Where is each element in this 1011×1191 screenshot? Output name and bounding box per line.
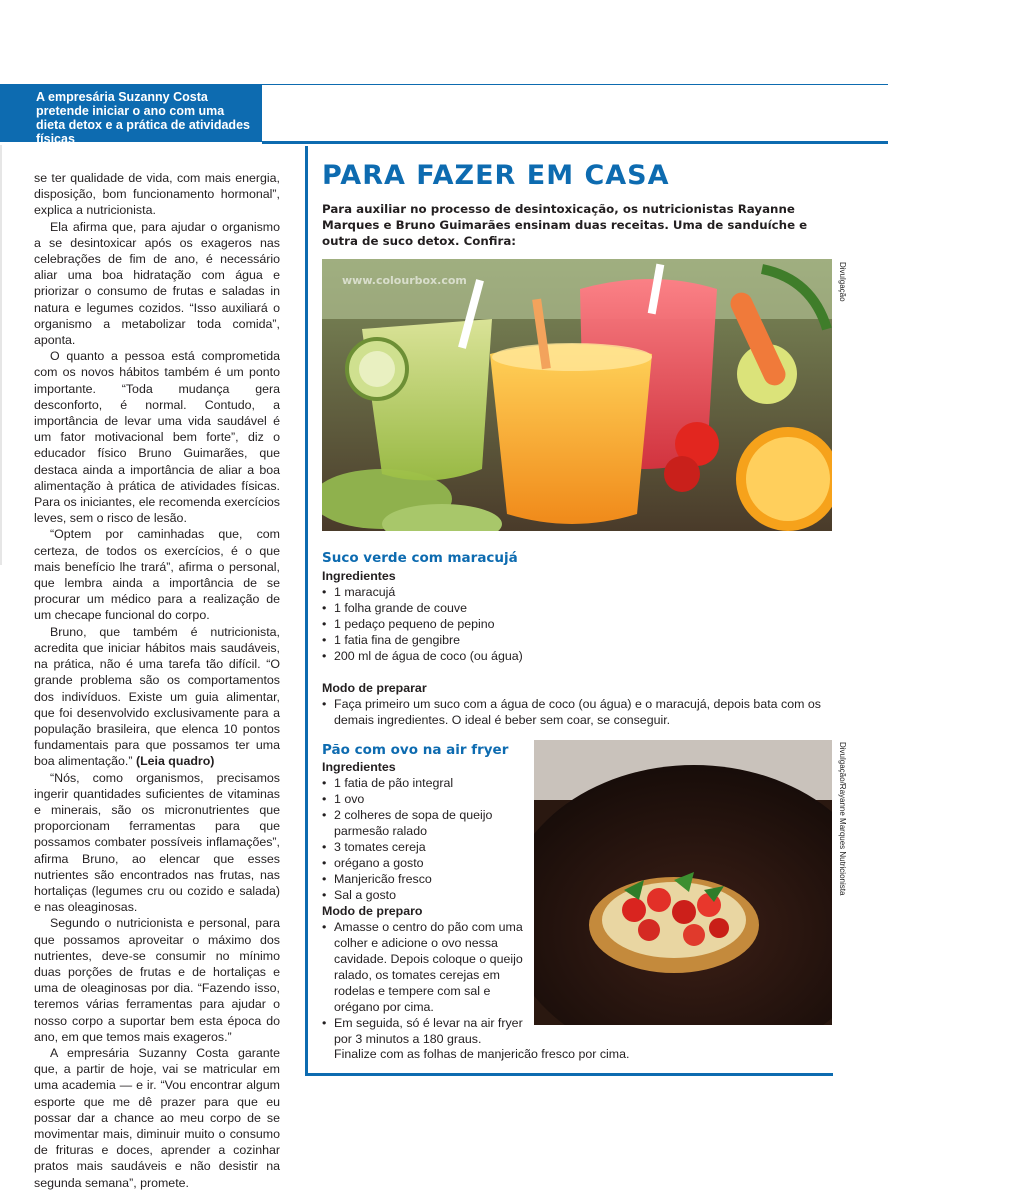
recipe1-ingredients: [322, 568, 832, 664]
paragraph: O quanto a pessoa está comprometida com os novos hábitos também é um ponto importante. “Toda mudança gera desconforto, é normal. Contudo, a importância de levar uma vida saudável é um fator motivacional bem forte”, diz o educador físico Bruno Guimarães, que destaca ainda a importância de aliar a boa alimentação à prática de atividades físicas. Para os iniciantes, ele recomenda exercícios leves, sem o risco de lesão.: [34, 349, 280, 526]
list-item: • Manjericão fresco: [322, 871, 532, 887]
list-item: • 1 fatia fina de gengibre: [322, 632, 832, 648]
list-item: • orégano a gosto: [322, 855, 532, 871]
paragraph: Ela afirma que, para ajudar o organismo a se desintoxicar após os exageros nas celebrações de fim de ano, é necessário aliar uma boa hidratação com água e priorizar o consumo de frutas e saladas in natura e legumes cozidos. “Isso auxiliará o organismo a metabolizar toda comida”, aponta.: [34, 219, 280, 348]
juice-illustration: [322, 259, 832, 531]
caption-rule: [262, 141, 888, 144]
recipe2-title: Pão com ovo na air fryer: [322, 742, 509, 758]
list-item: • 1 folha grande de couve: [322, 600, 832, 616]
ingredients-label: Ingredientes: [322, 569, 396, 583]
paragraph: A empresária Suzanny Costa garante que, a partir de hoje, vai se matricular em uma academia — e ir. “Vou encontrar algum esporte que me dê prazer para que eu possar dar a chance ao meu corpo de se movimentar mais, diminuir muito o consumo de frituras e doces, aprender a cozinhar pratos mais saudáveis e não desistir na segunda semana”, promete.: [34, 1045, 280, 1190]
box-title: PARA FAZER EM CASA: [322, 160, 670, 191]
list-item: • 3 tomates cereja: [322, 839, 532, 855]
box-intro: Para auxiliar no processo de desintoxicação, os nutricionistas Rayanne Marques e Bruno Guimarães ensinam duas receitas. Uma de sanduíche e outra de suco detox. Confira:: [322, 202, 808, 248]
list-item: • Em seguida, só é levar na air fryer por 3 minutos a 180 graus.: [322, 1015, 532, 1047]
list-item: • Sal a gosto: [322, 887, 532, 903]
article-column: [34, 170, 280, 1191]
list-item: • Amasse o centro do pão com uma colher e adicione o ovo nessa cavidade. Depois coloque o queijo ralado, os tomates cerejas em rodelas e tempere com sal e orégano por cima.: [322, 919, 532, 1015]
paragraph: [34, 624, 280, 770]
recipe1-title: Suco verde com maracujá: [322, 550, 518, 566]
page-edge: [0, 145, 2, 565]
box-left-rule: [305, 146, 308, 1076]
paragraph-text: Bruno, que também é nutricionista, acredita que iniciar hábitos mais saudáveis, na prática, não é uma tarefa tão difícil. “O grande problema são os comportamentos dos indivíduos. Existe um guia alimentar, que foi desenvolvido exclusivamente para a população brasileira, que elenca 10 pontos fundamentais para que possamos ter uma boa alimentação.”: [34, 624, 280, 769]
recipe2-content: [322, 759, 532, 1047]
photo-credit: Divulgação/Rayanne Marques Nutricionista: [838, 742, 847, 896]
toast-photo: [534, 740, 832, 1025]
recipe1-method: [322, 680, 832, 728]
juice-photo: [322, 259, 832, 531]
method-list: [322, 919, 532, 1047]
toast-illustration: [534, 740, 832, 1025]
list-item: • 1 ovo: [322, 791, 532, 807]
list-item: • 1 maracujá: [322, 584, 832, 600]
list-item: • 2 colheres de sopa de queijo parmesão ralado: [322, 807, 532, 839]
paragraph: “Nós, como organismos, precisamos ingerir quantidades suficientes de vitaminas e minerais, são os micronutrientes que proporcionam ferramentas para que possamos combater possíveis inflamações”, afirma Bruno, ao elencar que esses nutrientes são encontrados nas frutas, nas hortaliças (legumes cru ou cozido e salada) e nas oleaginosas.: [34, 770, 280, 915]
ingredients-list: [322, 584, 832, 664]
photo-caption: A empresária Suzanny Costa pretende iniciar o ano com uma dieta detox e a prática de atividades físicas: [0, 84, 262, 142]
method-label: Modo de preparar: [322, 681, 427, 695]
box-bottom-rule: [305, 1073, 833, 1076]
paragraph: “Optem por caminhadas que, com certeza, de todos os exercícios, é o que mais benefício lhe trará”, afirma o personal, que lembra ainda a importância de se procurar um médico para a realização de um checape funcional do corpo.: [34, 527, 280, 623]
watermark-text: www.colourbox.com: [342, 274, 467, 287]
list-item: • 1 fatia de pão integral: [322, 775, 532, 791]
list-item: • 1 pedaço pequeno de pepino: [322, 616, 832, 632]
method-list: [322, 696, 832, 728]
paragraph: Segundo o nutricionista e personal, para que possamos aproveitar o máximo dos nutrientes, deve-se consumir no mínimo duas porções de frutas e de hortaliças e uma de oleaginosas por dia. “Fazendo isso, teremos várias ferramentas para ajudar o nosso corpo a suportar bem esta época do ano, em que temos mais exageros.”: [34, 916, 280, 1044]
box-reference: (Leia quadro): [132, 754, 215, 769]
paragraph: se ter qualidade de vida, com mais energia, disposição, bom funcionamento hormonal”, explica a nutricionista.: [34, 171, 280, 218]
ingredients-list: [322, 775, 532, 903]
photo-credit: Divulgação: [838, 262, 847, 302]
method-label: Modo de preparo: [322, 904, 423, 918]
method-continuation: Finalize com as folhas de manjericão fresco por cima.: [334, 1047, 630, 1061]
list-item: • Faça primeiro um suco com a água de coco (ou água) e o maracujá, depois bata com os demais ingredientes. O ideal é beber sem coar, se conseguir.: [322, 696, 832, 728]
ingredients-label: Ingredientes: [322, 760, 396, 774]
list-item: • 200 ml de água de coco (ou água): [322, 648, 832, 664]
